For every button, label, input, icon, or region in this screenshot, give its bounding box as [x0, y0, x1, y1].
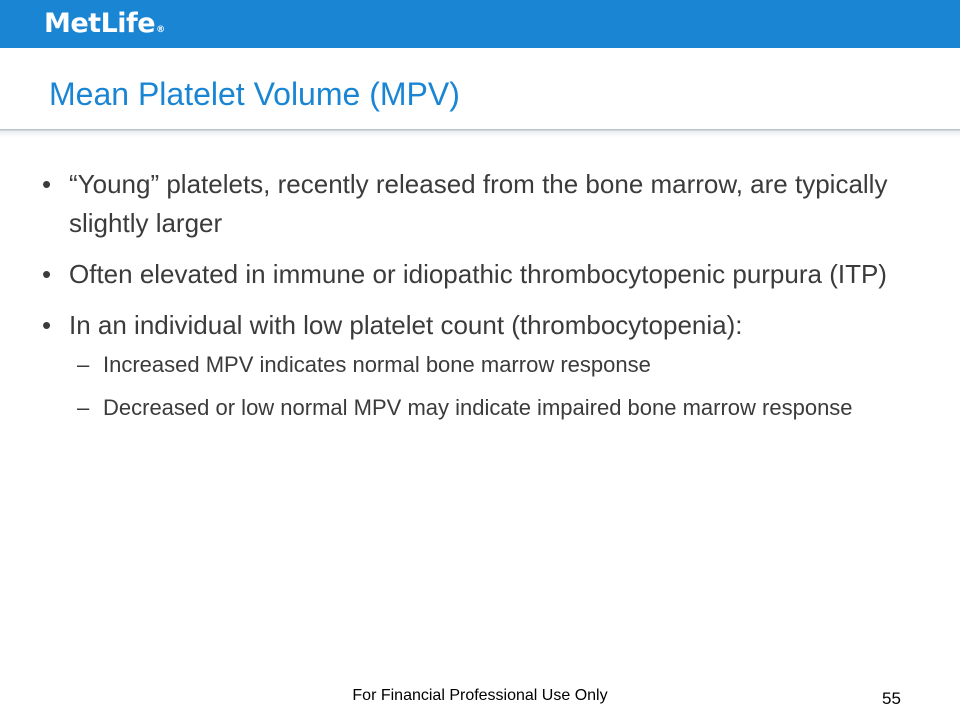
- sub-bullet-item: [42, 347, 922, 383]
- metlife-logo: [44, 7, 165, 41]
- sub-bullet-text: Increased MPV indicates normal bone marrow response: [103, 352, 651, 377]
- bullet-text: Often elevated in immune or idiopathic thrombocytopenic purpura (ITP): [69, 259, 887, 289]
- bullet-dot-icon: •: [42, 259, 52, 289]
- dash-icon: –: [77, 352, 90, 377]
- title-divider: [0, 129, 960, 137]
- bullet-item: [42, 165, 922, 243]
- bullet-text: “Young” platelets, recently released from the bone marrow, are typically slightly larger: [69, 169, 888, 238]
- sub-bullet-text: Decreased or low normal MPV may indicate impaired bone marrow response: [103, 395, 853, 420]
- bullet-dot-icon: •: [42, 169, 52, 199]
- bullet-list: [42, 165, 922, 435]
- bullet-text: In an individual with low platelet count (thrombocytopenia):: [69, 310, 743, 340]
- slide-title: Mean Platelet Volume (MPV): [49, 76, 460, 112]
- bullet-dot-icon: •: [42, 310, 52, 340]
- bullet-item: [42, 306, 922, 345]
- page-number: 55: [882, 689, 901, 708]
- bullet-item: [42, 255, 922, 294]
- logo-wordmark: MetLife: [44, 8, 156, 39]
- footer-disclaimer: For Financial Professional Use Only: [352, 687, 608, 704]
- sub-bullet-item: [42, 390, 922, 426]
- registered-mark: ®: [156, 25, 165, 35]
- brand-header-bar: [0, 0, 960, 48]
- dash-icon: –: [77, 395, 90, 420]
